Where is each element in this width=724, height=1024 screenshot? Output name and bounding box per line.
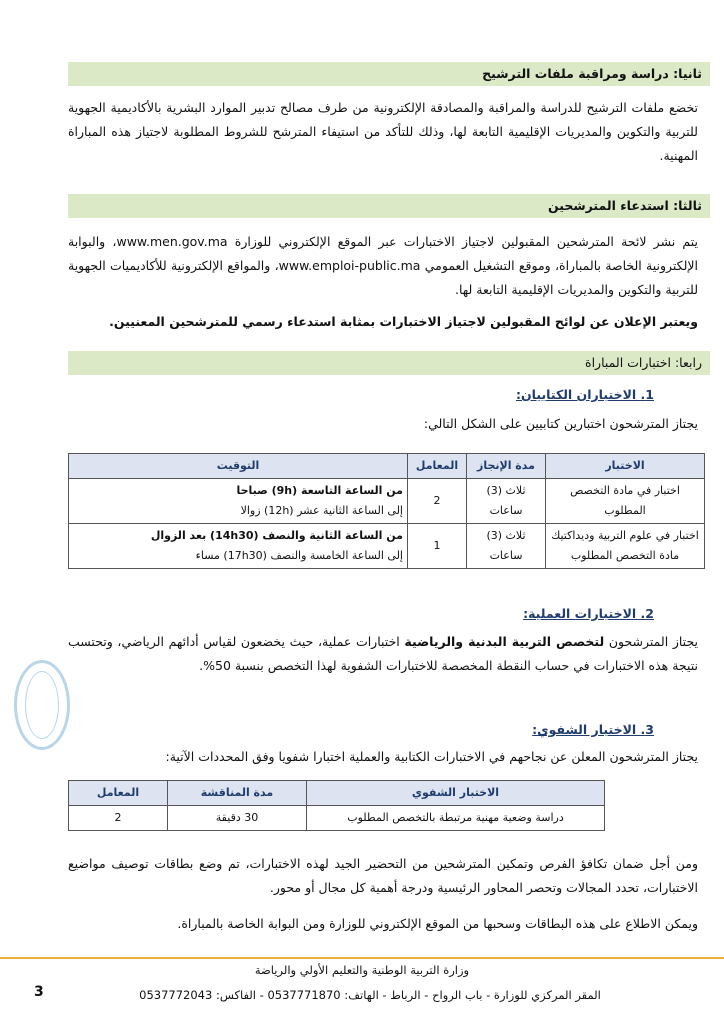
oral-exam-title-text: 3. الاختبار الشفوي:	[532, 722, 654, 737]
summons-bold-note: ويعتبر الإعلان عن لوائح المقبولين لاجتياز الاختبارات بمثابة استدعاء رسمي للمترشحين المعنيين.	[109, 314, 698, 329]
written-exams-title	[516, 385, 654, 405]
section-heading-exams: رابعا: اختبارات المباراة	[68, 351, 710, 375]
col-header-time: التوقيت	[69, 454, 408, 479]
written-intro: يجتاز المترشحون اختبارين كتابيين على الشكل التالي:	[423, 416, 698, 431]
table-header-row	[69, 781, 605, 806]
closing-paragraph: ومن أجل ضمان تكافؤ الفرص وتمكين المترشحين من التحضير الجيد لهذه الاختبارات، تم وضع بطاقات توصيف مواضيع الاختبارات، تحدد المجالات وتحصر المحاور الرئيسية ودرجة أهمية كل مجال أو محور.	[68, 856, 698, 895]
oral-exam-table	[68, 780, 605, 831]
review-paragraph: تخضع ملفات الترشيح للدراسة والمراقبة والمصادقة الإلكترونية من طرف مصالح تدبير الموارد البشرية بالأكاديمية الجهوية للتربية والتكوين والمديريات الإقليمية التابعة لها، وذلك للتأكد من استيفاء المترشح للشروط المطلوبة لاجتياز هذه المباراة المهنية.	[68, 100, 698, 163]
table-row	[69, 479, 705, 524]
col-header-coef: المعامل	[408, 454, 467, 479]
oral-exam-title	[532, 720, 654, 740]
table-header-row	[69, 454, 705, 479]
closing-note: ويمكن الاطلاع على هذه البطاقات وسحبها من الموقع الإلكتروني للوزارة ومن البوابة الخاصة بالمباراة.	[177, 916, 698, 931]
footer-address: المقر المركزي للوزارة - باب الرواح - الرباط - الهاتف: 0537771870 - الفاكس: 0537772043	[139, 988, 601, 1002]
cell-coef: 1	[408, 524, 467, 569]
cell-duration: ثلاث (3) ساعات	[467, 524, 546, 569]
practical-exams-title-text: 2. الاختبارات العملية:	[523, 606, 654, 621]
written-exams-title-text: 1. الاختباران الكتابيان:	[515, 387, 654, 402]
time-to: إلى الساعة الثانية عشر (12h) زوالا	[240, 504, 403, 517]
footer-ministry: وزارة التربية الوطنية والتعليم الأولي والرياضة	[254, 963, 470, 977]
practical-text-post: اختبارات عملية، حيث يخضعون لقياس أدائهم الرياضي، وتحتسب نتيجة هذه الاختبارات في حساب النقطة المخصصة للاختبارات الشفوية لهذا التخصص بنسبة 50%.	[68, 634, 698, 673]
practical-text-pre: يجتاز المترشحون	[604, 634, 698, 649]
cell-time	[69, 479, 408, 524]
cell-coef: 2	[408, 479, 467, 524]
practical-paragraph	[68, 630, 698, 678]
practical-exams-title	[523, 604, 654, 624]
page-number: 3	[34, 984, 44, 1000]
section-heading-summons: ثالثا: استدعاء المترشحين	[68, 194, 710, 218]
table-row	[69, 806, 605, 831]
col-header-oral-duration: مدة المناقشة	[168, 781, 307, 806]
time-from: من الساعة التاسعة (9h) صباحا	[236, 484, 403, 497]
time-to: إلى الساعة الخامسة والنصف (17h30) مساء	[195, 549, 403, 562]
table-row	[69, 524, 705, 569]
official-stamp	[14, 660, 70, 750]
footer-divider	[0, 957, 724, 959]
cell-oral-duration: 30 دقيقة	[168, 806, 307, 831]
written-exams-table	[68, 453, 705, 569]
summons-paragraph: يتم نشر لائحة المترشحين المقبولين لاجتياز الاختبارات عبر الموقع الإلكتروني للوزارة www.men.gov.ma، والبوابة الإلكترونية الخاصة بالمباراة، وموقع التشغيل العمومي www.emploi-public.ma، والمواقع الإلكترونية للأكاديميات الجهوية للتربية والتكوين والمديريات الإقليمية التابعة لها.	[68, 234, 698, 297]
cell-duration: ثلاث (3) ساعات	[467, 479, 546, 524]
time-from: من الساعة الثانية والنصف (14h30) بعد الزوال	[150, 529, 403, 542]
oral-intro: يجتاز المترشحون المعلن عن نجاحهم في الاختبارات الكتابية والعملية اختبارا شفويا وفق المحددات الآتية:	[165, 749, 698, 764]
cell-test: اختبار في مادة التخصص المطلوب	[546, 479, 705, 524]
section-heading-review: ثانيا: دراسة ومراقبة ملفات الترشيح	[68, 62, 710, 86]
cell-time	[69, 524, 408, 569]
col-header-test: الاختبار	[546, 454, 705, 479]
practical-text-bold: لتخصص التربية البدنية والرياضية	[404, 634, 605, 649]
cell-oral-test: دراسة وضعية مهنية مرتبطة بالتخصص المطلوب	[307, 806, 605, 831]
cell-oral-coef: 2	[69, 806, 168, 831]
col-header-oral-coef: المعامل	[69, 781, 168, 806]
col-header-oral-test: الاختبار الشفوي	[307, 781, 605, 806]
cell-test: اختبار في علوم التربية وديداكتيك مادة التخصص المطلوب	[546, 524, 705, 569]
col-header-duration: مدة الإنجاز	[467, 454, 546, 479]
